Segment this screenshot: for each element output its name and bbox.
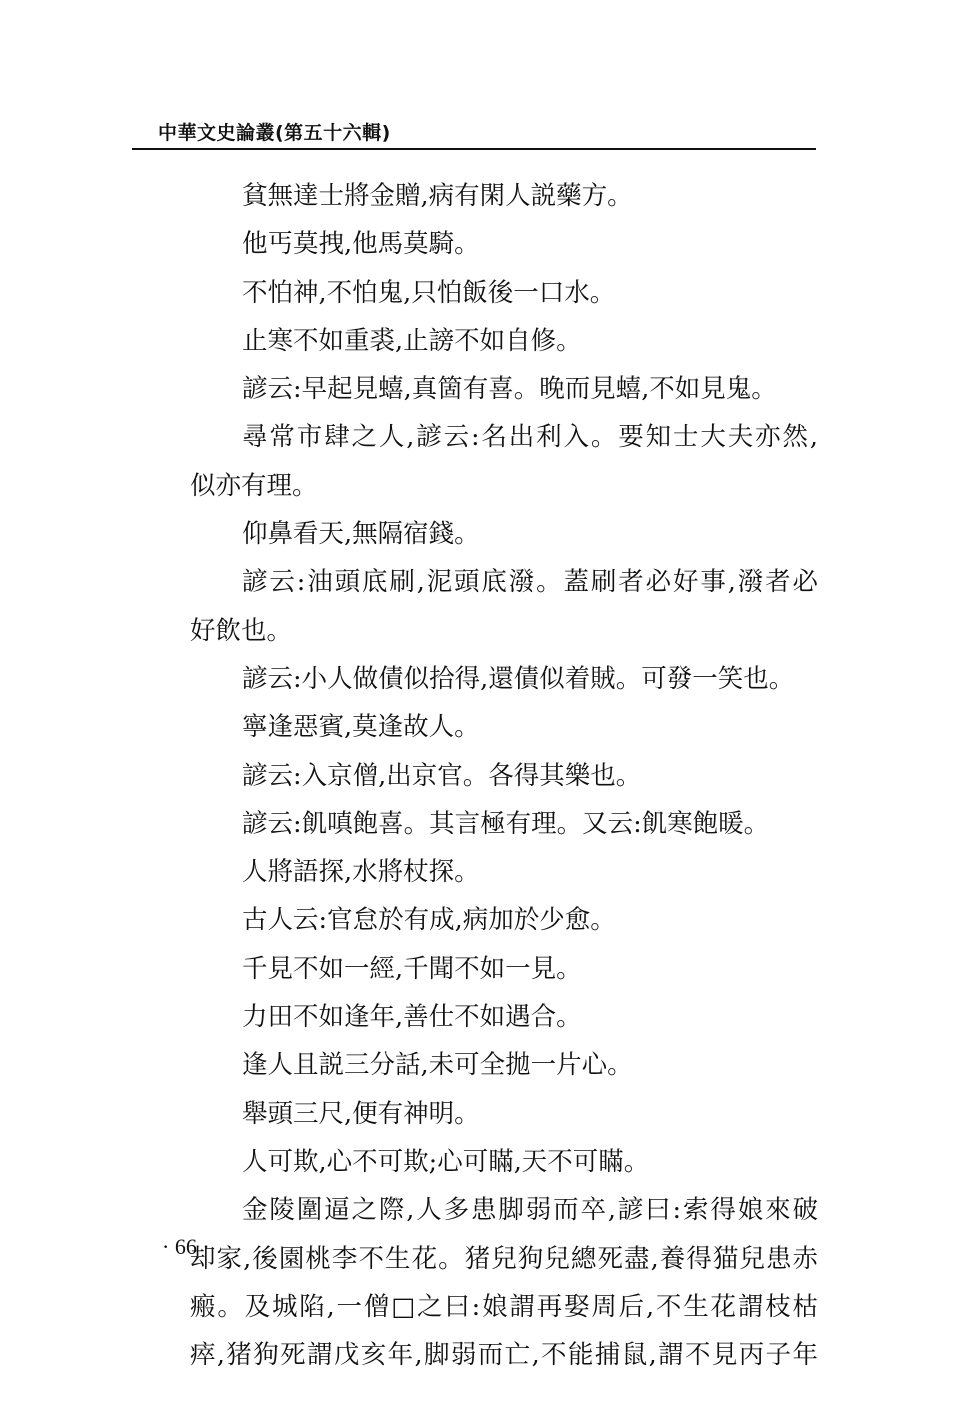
- text-line: 止寒不如重裘,止謗不如自修。: [242, 325, 582, 356]
- text-line: 貧無達士將金贈,病有閑人説藥方。: [242, 181, 633, 211]
- text-line: 仰鼻看天,無隔宿錢。: [242, 519, 480, 550]
- text-line: 瘢。及城陷,一僧□之曰:娘謂再娶周后,不生花謂枝枯: [190, 1291, 818, 1322]
- text-line: 舉頭三尺,便有神明。: [242, 1098, 480, 1129]
- text-line: 人可欺,心不可欺;心可瞞,天不可瞞。: [242, 1146, 650, 1177]
- text-line: 諺云:小人做債似拾得,還債似着賊。可發一笑也。: [242, 663, 795, 694]
- header-rule: [132, 148, 816, 150]
- body-text: [190, 172, 818, 1379]
- text-line: 諺云:早起見蟢,真箇有喜。晚而見蟢,不如見鬼。: [242, 374, 777, 405]
- text-line: 逢人且説三分話,未可全拋一片心。: [242, 1050, 633, 1081]
- text-line: 寧逢惡賓,莫逢故人。: [242, 712, 480, 743]
- running-head: 中華文史論叢(第五十六輯): [158, 122, 391, 144]
- text-line: 金陵圍逼之際,人多患脚弱而卒,諺曰:索得娘來破: [242, 1195, 818, 1226]
- text-line: 尋常市肆之人,諺云:名出利入。要知士大夫亦然,: [242, 422, 818, 453]
- page-number: · 66 ·: [162, 1234, 210, 1259]
- text-line: 人將語探,水將杖探。: [242, 857, 480, 888]
- text-line: 千見不如一經,千聞不如一見。: [242, 953, 582, 984]
- text-line: 瘁,猪狗死謂戊亥年,脚弱而亡,不能捕鼠,謂不見丙子年: [190, 1340, 818, 1371]
- text-line: 諺云:飢嗔飽喜。其言極有理。又云:飢寒飽暖。: [242, 808, 770, 839]
- text-line: 諺云:入京僧,出京官。各得其樂也。: [242, 760, 642, 791]
- text-line: 古人云:官怠於有成,病加於少愈。: [242, 905, 616, 936]
- text-line: 諺云:油頭底刷,泥頭底潑。蓋刷者必好事,潑者必: [242, 567, 818, 598]
- text-line: 却家,後園桃李不生花。猪兒狗兒總死盡,養得猫兒患赤: [190, 1243, 818, 1274]
- text-line: 不怕神,不怕鬼,只怕飯後一口水。: [242, 277, 616, 308]
- text-line: 他丐莫拽,他馬莫騎。: [242, 229, 480, 260]
- text-line: 好飲也。: [190, 615, 293, 646]
- text-line: 似亦有理。: [190, 470, 318, 501]
- text-line: 力田不如逢年,善仕不如遇合。: [242, 1002, 582, 1033]
